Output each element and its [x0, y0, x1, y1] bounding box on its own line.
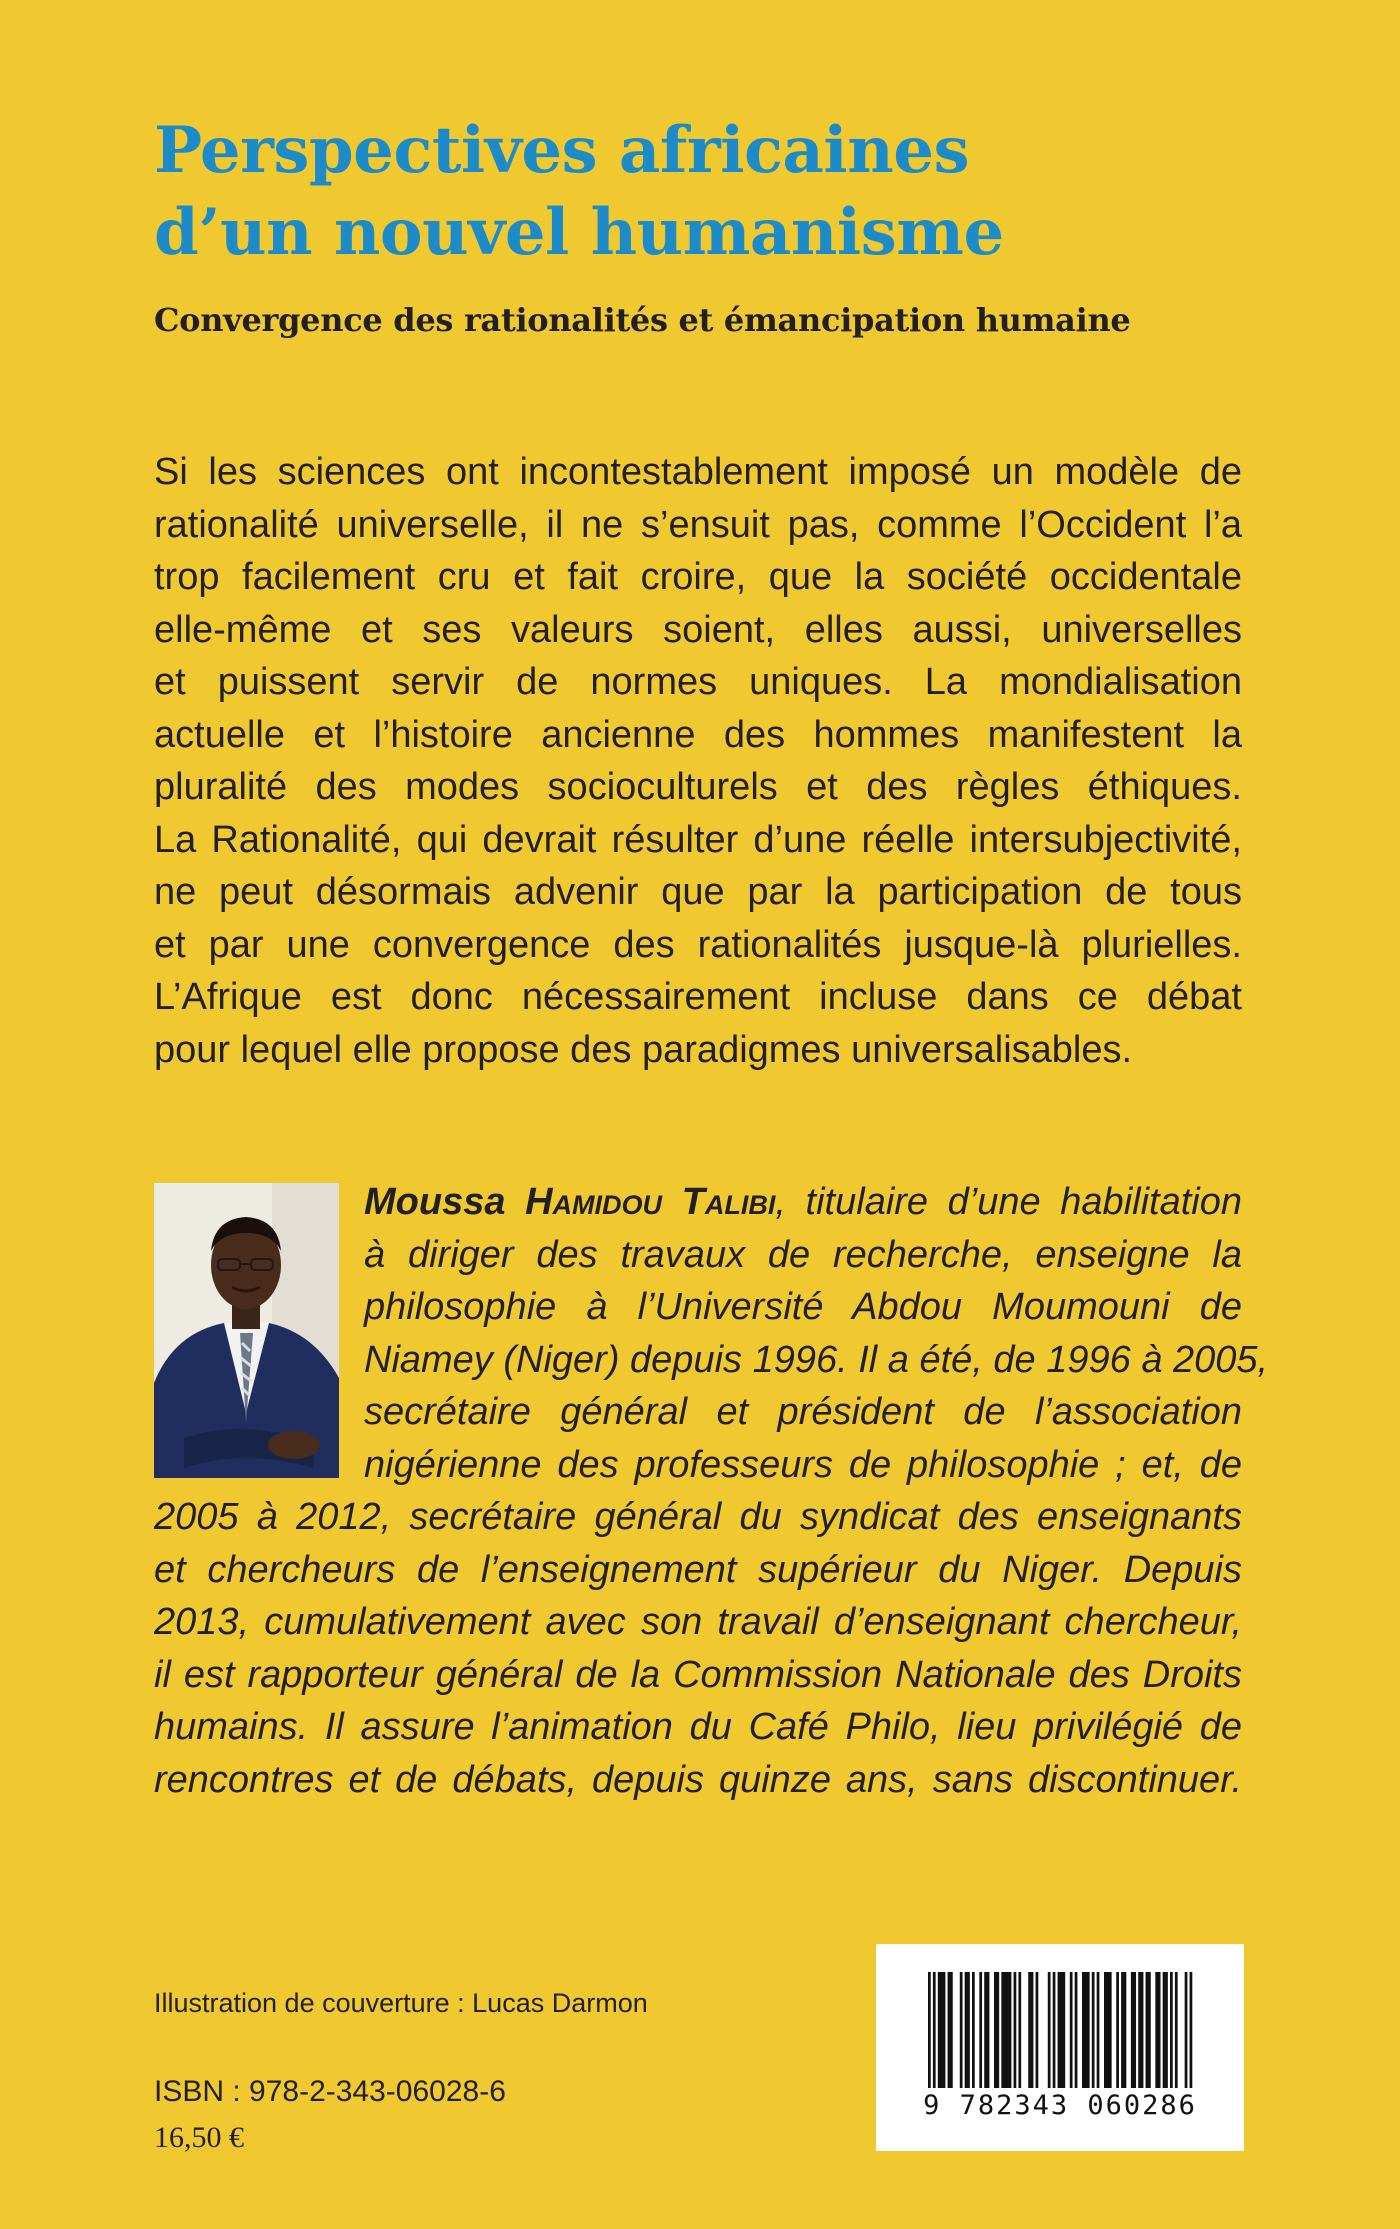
barcode-bar: [1058, 1972, 1061, 2088]
author-first-name: Moussa: [364, 1181, 526, 1223]
bio-line: nigérienne des professeurs de philosophie ; et, de: [364, 1443, 1242, 1486]
barcode-bar: [1092, 1972, 1095, 2088]
summary-line: actuelle et l’histoire ancienne des hommes manifestent la: [154, 713, 1242, 756]
barcode-bar: [972, 1972, 975, 2088]
barcode-bar: [1165, 1972, 1168, 2088]
barcode-bar: [1070, 1972, 1073, 2088]
barcode-bar: [1146, 1972, 1149, 2088]
summary-line: Si les sciences ont incontestablement imposé un modèle de: [154, 451, 1242, 493]
book-title-line-1: Perspectives africaines: [154, 113, 969, 188]
barcode-bar: [1014, 1972, 1017, 2088]
cover-illustration-credit: Illustration de couverture : Lucas Darmon: [154, 1988, 648, 2018]
barcode-bar: [1087, 1972, 1090, 2088]
barcode-bar: [1170, 1972, 1173, 2088]
bio-line: il est rapporteur général de la Commission Nationale des Droits: [154, 1653, 1242, 1696]
author-biography: [154, 1176, 1269, 1806]
bio-line: 2013, cumulativement avec son travail d’enseignant chercheur,: [154, 1601, 1242, 1643]
barcode-bar: [1084, 1972, 1087, 2088]
bio-line: et chercheurs de l’enseignement supérieur du Niger. Depuis: [154, 1548, 1242, 1591]
book-title: [154, 110, 1274, 274]
book-subtitle: Convergence des rationalités et émancipation humaine: [154, 301, 1131, 339]
barcode-bar: [1031, 1972, 1034, 2088]
price-label: 16,50 €: [154, 2121, 244, 2154]
barcode-bar: [1106, 1972, 1109, 2088]
barcode-bar: [950, 1972, 953, 2088]
barcode-bar: [1138, 1972, 1141, 2088]
barcode-bar: [960, 1972, 963, 2088]
summary-line: La Rationalité, qui devrait résulter d’une réelle intersubjectivité,: [154, 818, 1242, 861]
barcode-bar: [1116, 1972, 1119, 2088]
barcode-bar: [1163, 1972, 1166, 2088]
barcode-bar: [987, 1972, 990, 2088]
summary-line: elle-même et ses valeurs soient, elles aussi, universelles: [154, 608, 1242, 651]
barcode-bar: [1133, 1972, 1136, 2088]
barcode-bar: [1121, 1972, 1124, 2088]
barcode-digits: 9 782343 060286: [923, 2090, 1197, 2121]
barcode-bar: [1185, 1972, 1188, 2088]
isbn-number: ISBN : 978-2-343-06028-6: [154, 2075, 506, 2108]
barcode-bar: [967, 1972, 970, 2088]
barcode-panel: [876, 1944, 1244, 2151]
barcode-bar: [1036, 1972, 1039, 2088]
bio-line: Niamey (Niger) depuis 1996. Il a été, de 1996 à 2005,: [364, 1338, 1269, 1381]
barcode-bar: [1062, 1972, 1065, 2088]
barcode-bar: [965, 1972, 968, 2088]
barcode-bar: [940, 1972, 943, 2088]
barcode-bar: [1175, 1972, 1178, 2088]
summary-line: et par une convergence des rationalités jusque-là plurielles.: [154, 923, 1242, 966]
bio-line: rencontres et de débats, depuis quinze ans, sans discontinuer.: [154, 1758, 1242, 1801]
barcode-bar: [996, 1972, 999, 2088]
barcode-bar: [933, 1972, 936, 2088]
summary-line: rationalité universelle, il ne s’ensuit pas, comme l’Occident l’a: [154, 503, 1242, 546]
barcode-bar: [979, 1972, 982, 2088]
barcode-bar: [1006, 1972, 1009, 2088]
author-name: [364, 1181, 775, 1223]
summary-line: trop facilement cru et fait croire, que la société occidentale: [154, 556, 1242, 598]
barcode-bar: [1028, 1972, 1031, 2088]
bio-line: secrétaire général et président de l’association: [364, 1391, 1242, 1433]
barcode-bar: [1048, 1972, 1051, 2088]
book-title-line-2: d’un nouvel humanisme: [154, 195, 1004, 270]
barcode-bar: [1001, 1972, 1004, 2088]
barcode-bar: [1004, 1972, 1007, 2088]
barcode-bar: [1190, 1972, 1193, 2088]
barcode-bar: [1082, 1972, 1085, 2088]
barcode-bar: [1131, 1972, 1134, 2088]
barcode-bar: [1141, 1972, 1144, 2088]
bio-line: philosophie à l’Université Abdou Moumouni de: [364, 1286, 1242, 1328]
barcode-bar: [1148, 1972, 1151, 2088]
barcode-bar: [1075, 1972, 1078, 2088]
barcode-bar: [943, 1972, 946, 2088]
barcode-bar: [1124, 1972, 1127, 2088]
barcode-bar: [1109, 1972, 1112, 2088]
barcode-bar: [1060, 1972, 1063, 2088]
barcode-bar: [984, 1972, 987, 2088]
barcode-bar: [1158, 1972, 1161, 2088]
summary-line: pluralité des modes socioculturels et des règles éthiques.: [154, 766, 1242, 808]
summary-line: ne peut désormais advenir que par la participation de tous: [154, 871, 1242, 913]
barcode-bar: [1097, 1972, 1100, 2088]
barcode-bar: [928, 1972, 931, 2088]
bio-first-line-rest: , titulaire d’une habilitation: [775, 1181, 1242, 1223]
bio-line: 2005 à 2012, secrétaire général du syndicat des enseignants: [154, 1496, 1242, 1538]
bio-line: [154, 1176, 1242, 1229]
barcode-bar: [994, 1972, 997, 2088]
summary-paragraph: [154, 446, 1242, 1076]
barcode-bar: [948, 1972, 951, 2088]
bio-line: humains. Il assure l’animation du Café Philo, lieu privilégié de: [154, 1706, 1242, 1748]
summary-line: pour lequel elle propose des paradigmes universalisables.: [154, 1028, 1133, 1071]
barcode-bar: [938, 1972, 941, 2088]
bio-line: à diriger des travaux de recherche, enseigne la: [364, 1233, 1242, 1276]
barcode-bar: [1009, 1972, 1012, 2088]
barcode-bar: [1018, 1972, 1021, 2088]
barcode-bar: [1104, 1972, 1107, 2088]
barcode-bar: [1053, 1972, 1056, 2088]
summary-line: L’Afrique est donc nécessairement incluse dans ce débat: [154, 976, 1242, 1018]
author-last-name: Hamidou Talibi: [525, 1181, 776, 1223]
barcode-bar: [1155, 1972, 1158, 2088]
summary-line: et puissent servir de normes uniques. La mondialisation: [154, 661, 1242, 703]
